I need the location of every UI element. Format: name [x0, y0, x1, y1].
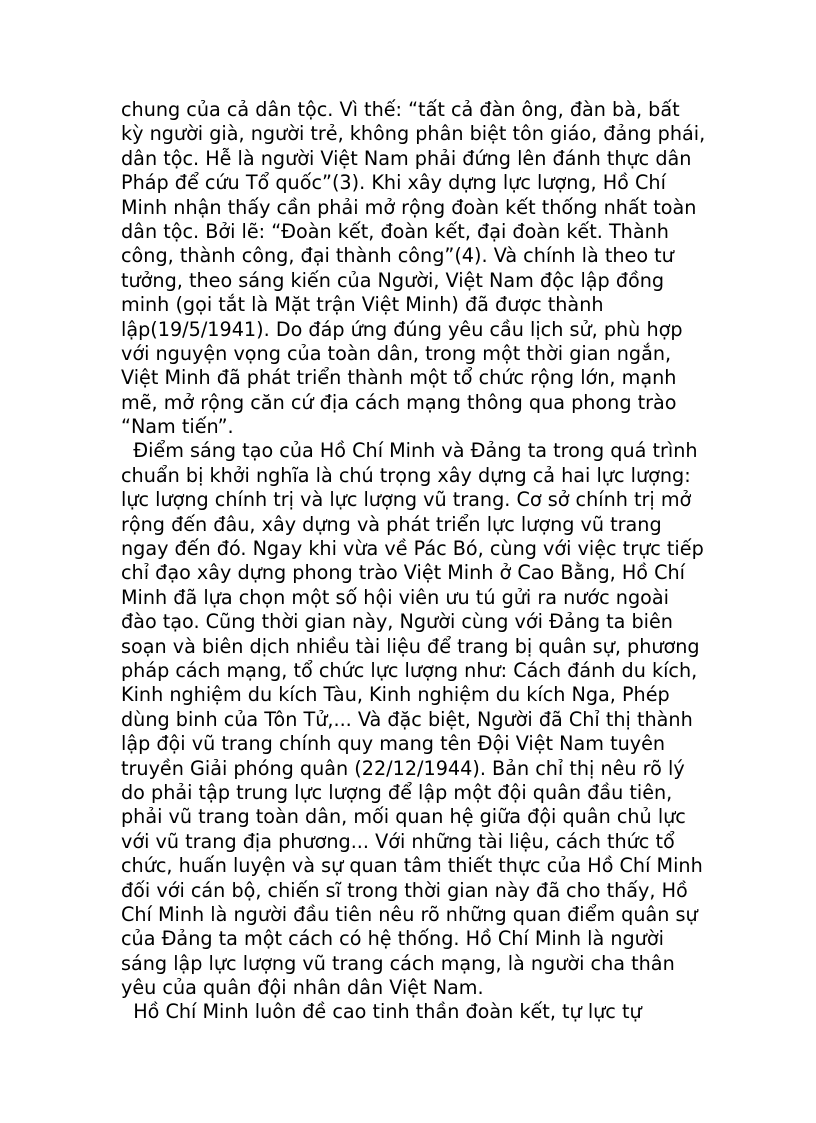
text-line: Kinh nghiệm du kích Tàu, Kinh nghiệm du kích Nga, Phép: [121, 683, 670, 707]
text-line: dân tộc. Bởi lẽ: “Đoàn kết, đoàn kết, đại đoàn kết. Thành: [121, 219, 669, 243]
text-line: rộng đến đâu, xây dựng và phát triển lực lượng vũ trang: [121, 512, 662, 536]
text-line: Minh đã lựa chọn một số hội viên ưu tú gửi ra nước ngoài: [121, 585, 669, 609]
text-line: lập đội vũ trang chính quy mang tên Đội Việt Nam tuyên: [121, 732, 666, 756]
text-line: chuẩn bị khởi nghĩa là chú trọng xây dựng cả hai lực lượng:: [121, 463, 691, 487]
text-line: minh (gọi tắt là Mặt trận Việt Minh) đã được thành: [121, 293, 604, 317]
text-line: với nguyện vọng của toàn dân, trong một thời gian ngắn,: [121, 341, 672, 365]
text-line: chung của cả dân tộc. Vì thế: “tất cả đàn ông, đàn bà, bất: [121, 98, 680, 121]
text-line: lập(19/5/1941). Do đáp ứng đúng yêu cầu lịch sử, phù hợp: [121, 317, 683, 341]
text-line: Minh nhận thấy cần phải mở rộng đoàn kết thống nhất toàn: [121, 195, 697, 219]
text-line: lực lượng chính trị và lực lượng vũ trang. Cơ sở chính trị mở: [121, 488, 692, 512]
text-line: chỉ đạo xây dựng phong trào Việt Minh ở Cao Bằng, Hồ Chí: [121, 561, 686, 585]
text-line: “Nam tiến”.: [121, 415, 234, 439]
text-line: Chí Minh là người đầu tiên nêu rõ những quan điểm quân sự: [121, 902, 698, 926]
text-line: kỳ người già, người trẻ, không phân biệt tôn giáo, đảng phái,: [121, 122, 706, 146]
text-line: dân tộc. Hễ là người Việt Nam phải đứng lên đánh thực dân: [121, 146, 692, 170]
text-line: mẽ, mở rộng căn cứ địa cách mạng thông qua phong trào: [121, 390, 677, 414]
text-line: Pháp để cứu Tổ quốc”(3). Khi xây dựng lực lượng, Hồ Chí: [121, 171, 666, 195]
text-line: công, thành công, đại thành công”(4). Và chính là theo tư: [121, 244, 674, 268]
text-line: pháp cách mạng, tổ chức lực lượng như: Cách đánh du kích,: [121, 658, 698, 682]
text-line: chức, huấn luyện và sự quan tâm thiết thực của Hồ Chí Minh: [121, 854, 703, 878]
text-line: Việt Minh đã phát triển thành một tổ chức rộng lớn, mạnh: [121, 366, 677, 390]
text-line: Hồ Chí Minh luôn đề cao tinh thần đoàn kết, tự lực tự: [121, 1000, 642, 1024]
text-line: soạn và biên dịch nhiều tài liệu để trang bị quân sự, phương: [121, 634, 700, 658]
text-line: với vũ trang địa phương... Với những tài liệu, cách thức tổ: [121, 829, 675, 853]
text-line: của Đảng ta một cách có hệ thống. Hồ Chí Minh là người: [121, 927, 664, 951]
text-line: yêu của quân đội nhân dân Việt Nam.: [121, 976, 484, 1000]
text-line: Điểm sáng tạo của Hồ Chí Minh và Đảng ta trong quá trình: [121, 439, 698, 463]
text-line: ngay đến đó. Ngay khi vừa về Pác Bó, cùng với việc trực tiếp: [121, 537, 704, 561]
text-line: phải vũ trang toàn dân, mối quan hệ giữa đội quân chủ lực: [121, 805, 686, 829]
text-line: tưởng, theo sáng kiến của Người, Việt Nam độc lập đồng: [121, 268, 665, 292]
text-line: sáng lập lực lượng vũ trang cách mạng, là người cha thân: [121, 951, 675, 975]
text-line: do phải tập trung lực lượng để lập một đội quân đầu tiên,: [121, 780, 673, 804]
text-line: dùng binh của Tôn Tử,... Và đặc biệt, Người đã Chỉ thị thành: [121, 707, 693, 731]
text-line: truyền Giải phóng quân (22/12/1944). Bản chỉ thị nêu rõ lý: [121, 756, 685, 780]
text-line: đối với cán bộ, chiến sĩ trong thời gian này đã cho thấy, Hồ: [121, 878, 688, 902]
text-line: đào tạo. Cũng thời gian này, Người cùng với Đảng ta biên: [121, 610, 673, 634]
body-text: [121, 98, 706, 1025]
